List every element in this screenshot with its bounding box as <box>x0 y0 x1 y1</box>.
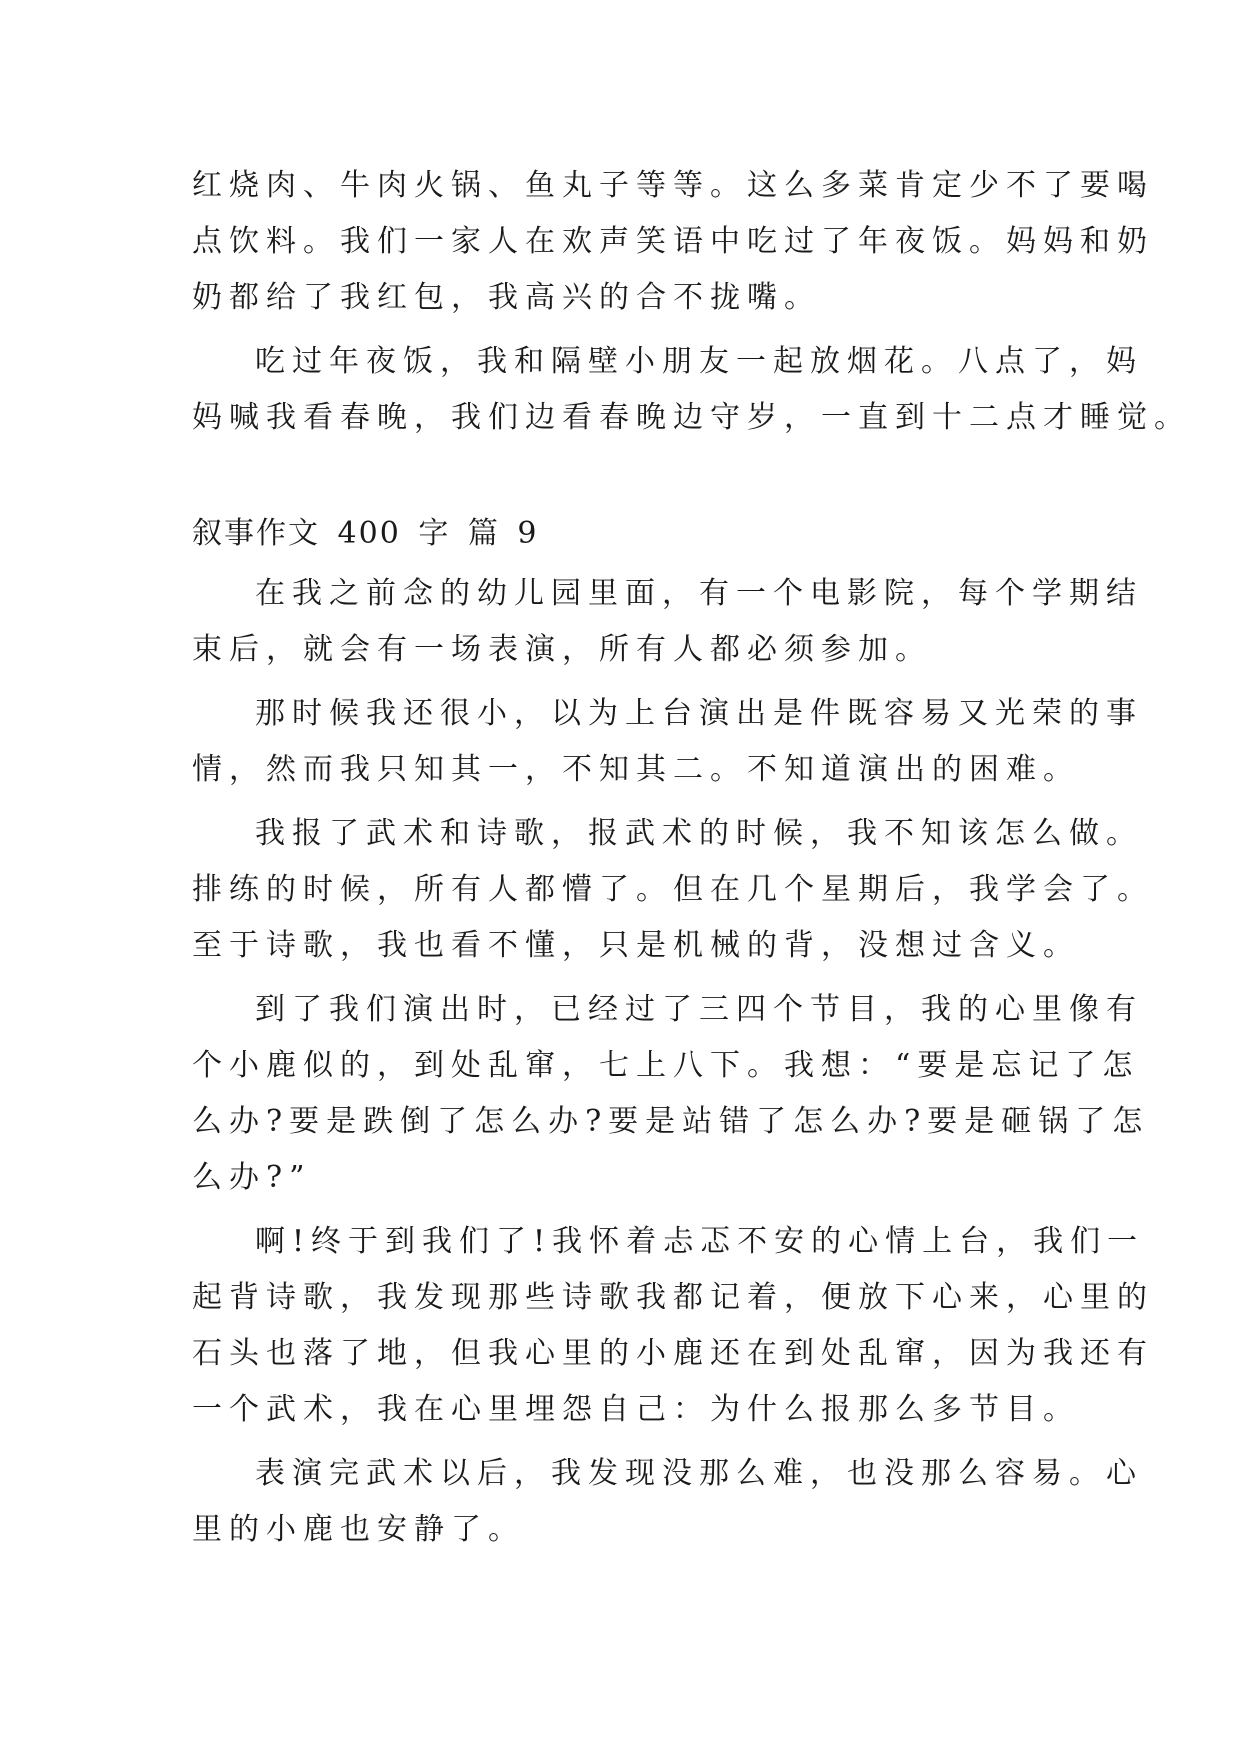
text-line: 到了我们演出时，已经过了三四个节目，我的心里像有 <box>255 992 1143 1027</box>
text-line: 奶都给了我红包，我高兴的合不拢嘴。 <box>192 280 821 315</box>
essay-title: 叙事作文 400 字 篇 9 <box>192 516 539 551</box>
text-line: 里的小鹿也安静了。 <box>192 1512 525 1547</box>
text-line: 表演完武术以后，我发现没那么难，也没那么容易。心 <box>255 1456 1143 1491</box>
text-line: 束后，就会有一场表演，所有人都必须参加。 <box>192 632 932 667</box>
text-line: 我报了武术和诗歌，报武术的时候，我不知该怎么做。 <box>255 816 1143 851</box>
text-line: 吃过年夜饭，我和隔壁小朋友一起放烟花。八点了，妈 <box>255 344 1143 379</box>
text-line: 么办?要是跌倒了怎么办?要是站错了怎么办?要是砸锅了怎 <box>192 1104 1150 1139</box>
text-line: 起背诗歌，我发现那些诗歌我都记着，便放下心来，心里的 <box>192 1280 1154 1315</box>
text-line: 排练的时候，所有人都懵了。但在几个星期后，我学会了。 <box>192 872 1154 907</box>
text-line: 在我之前念的幼儿园里面，有一个电影院，每个学期结 <box>255 576 1143 611</box>
text-line: 么办?” <box>192 1160 312 1195</box>
text-line: 啊!终于到我们了!我怀着忐忑不安的心情上台，我们一 <box>255 1224 1145 1259</box>
text-line: 那时候我还很小，以为上台演出是件既容易又光荣的事 <box>255 696 1143 731</box>
text-line: 一个武术，我在心里埋怨自己：为什么报那么多节目。 <box>192 1392 1080 1427</box>
text-line: 个小鹿似的，到处乱窜，七上八下。我想：“要是忘记了怎 <box>192 1048 1140 1083</box>
text-line: 石头也落了地，但我心里的小鹿还在到处乱窜，因为我还有 <box>192 1336 1154 1371</box>
text-line: 点饮料。我们一家人在欢声笑语中吃过了年夜饭。妈妈和奶 <box>192 224 1154 259</box>
text-line: 红烧肉、牛肉火锅、鱼丸子等等。这么多菜肯定少不了要喝 <box>192 168 1154 203</box>
text-line: 妈喊我看春晚，我们边看春晚边守岁，一直到十二点才睡觉。 <box>192 400 1191 435</box>
text-line: 至于诗歌，我也看不懂，只是机械的背，没想过含义。 <box>192 928 1080 963</box>
text-line: 情，然而我只知其一，不知其二。不知道演出的困难。 <box>192 752 1080 787</box>
